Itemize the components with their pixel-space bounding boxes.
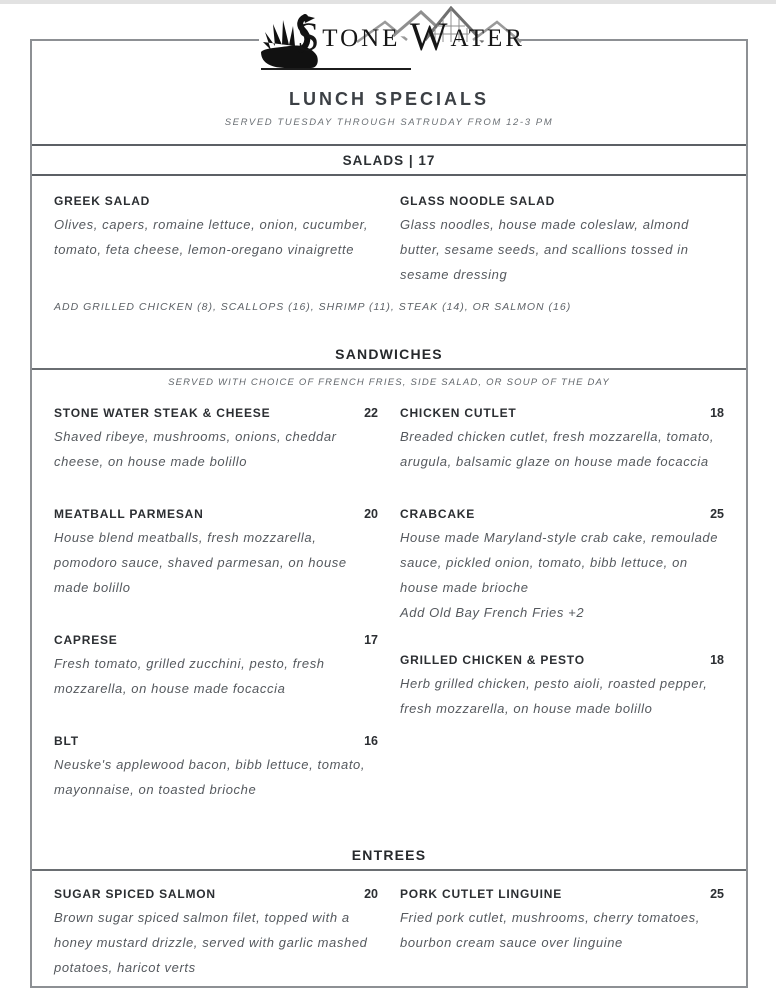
- salads-section-bar: SALADS | 17: [32, 144, 746, 176]
- restaurant-name: STONE WATER: [297, 14, 525, 59]
- entrees-heading: ENTREES: [351, 847, 427, 863]
- salads-section: [32, 194, 746, 287]
- item-description: Glass noodles, house made coleslaw, almond butter, sesame seeds, and scallions tossed in sesame dressing: [400, 217, 689, 282]
- item-description: Fresh tomato, grilled zucchini, pesto, fresh mozzarella, on house made focaccia: [54, 656, 325, 696]
- item-description: Brown sugar spiced salmon filet, topped with a honey mustard drizzle, served with garlic mashed potatoes, haricot verts: [54, 910, 368, 975]
- entrees-right-column: [400, 887, 724, 980]
- menu-item-pork-cutlet-linguine: [400, 887, 724, 955]
- sandwiches-heading: SANDWICHES: [335, 346, 443, 362]
- item-price: 17: [364, 633, 378, 647]
- item-price: 18: [710, 406, 724, 420]
- item-name: MEATBALL PARMESAN: [54, 507, 204, 521]
- menu-item-crabcake: [400, 507, 724, 620]
- item-description: House blend meatballs, fresh mozzarella, pomodoro sauce, shaved parmesan, on house made bolillo: [54, 530, 347, 595]
- restaurant-logo: [259, 6, 525, 78]
- item-name: STONE WATER STEAK & CHEESE: [54, 406, 271, 420]
- menu-item-chicken-cutlet: [400, 406, 724, 474]
- menu-item-sugar-spiced-salmon: [54, 887, 378, 980]
- item-name: GLASS NOODLE SALAD: [400, 194, 556, 208]
- page-top-strip: [0, 0, 776, 4]
- item-description: House made Maryland-style crab cake, remoulade sauce, pickled onion, tomato, bibb lettuce, on house made brioche: [400, 530, 719, 595]
- item-description: Fried pork cutlet, mushrooms, cherry tomatoes, bourbon cream sauce over linguine: [400, 910, 700, 950]
- item-price: 20: [364, 507, 378, 521]
- section-divider: [32, 869, 746, 871]
- entrees-section: [32, 887, 746, 980]
- item-description: Neuske's applewood bacon, bibb lettuce, tomato, mayonnaise, on toasted brioche: [54, 757, 366, 797]
- salads-left-column: [54, 194, 378, 287]
- menu-page: [30, 14, 748, 988]
- page-subtitle: SERVED TUESDAY THROUGH SATRUDAY FROM 12-3 PM: [224, 117, 554, 128]
- sandwiches-note: SERVED WITH CHOICE OF FRENCH FRIES, SIDE SALAD, OR SOUP OF THE DAY: [168, 377, 610, 388]
- salads-right-column: [400, 194, 724, 287]
- item-name: GREEK SALAD: [54, 194, 151, 208]
- sandwiches-section: [32, 406, 746, 835]
- item-description: Breaded chicken cutlet, fresh mozzarella, tomato, arugula, balsamic glaze on house made focaccia: [400, 429, 715, 469]
- section-divider: [32, 368, 746, 370]
- menu-item-blt: [54, 734, 378, 802]
- menu-item-grilled-chicken-pesto: [400, 653, 724, 721]
- sandwiches-left-column: [54, 406, 378, 835]
- page-title: LUNCH SPECIALS: [288, 89, 489, 109]
- item-name: SUGAR SPICED SALMON: [54, 887, 216, 901]
- item-name: CAPRESE: [54, 633, 118, 647]
- entrees-left-column: [54, 887, 378, 980]
- menu-item-steak-cheese: [54, 406, 378, 474]
- item-name: PORK CUTLET LINGUINE: [400, 887, 562, 901]
- item-price: 16: [364, 734, 378, 748]
- item-name: BLT: [54, 734, 79, 748]
- sandwiches-right-column: [400, 406, 724, 835]
- item-description: Herb grilled chicken, pesto aioli, roasted pepper, fresh mozzarella, on house made bolillo: [400, 676, 708, 716]
- logo-underline: [261, 68, 411, 70]
- item-name: CRABCAKE: [400, 507, 476, 521]
- item-name: GRILLED CHICKEN & PESTO: [400, 653, 585, 667]
- item-price: 22: [364, 406, 378, 420]
- item-price: 25: [710, 507, 724, 521]
- menu-item-meatball-parmesan: [54, 507, 378, 600]
- item-addon-note: Add Old Bay French Fries +2: [400, 605, 585, 620]
- item-description: Olives, capers, romaine lettuce, onion, cucumber, tomato, feta cheese, lemon-oregano vinaigrette: [54, 217, 369, 257]
- menu-item-greek-salad: [54, 194, 378, 262]
- item-price: 25: [710, 887, 724, 901]
- item-name: CHICKEN CUTLET: [400, 406, 517, 420]
- item-price: 18: [710, 653, 724, 667]
- item-description: Shaved ribeye, mushrooms, onions, cheddar cheese, on house made bolillo: [54, 429, 337, 469]
- item-price: 20: [364, 887, 378, 901]
- menu-item-glass-noodle-salad: [400, 194, 724, 287]
- menu-item-caprese: [54, 633, 378, 701]
- salad-addons-note: ADD GRILLED CHICKEN (8), SCALLOPS (16), SHRIMP (11), STEAK (14), OR SALMON (16): [54, 301, 572, 313]
